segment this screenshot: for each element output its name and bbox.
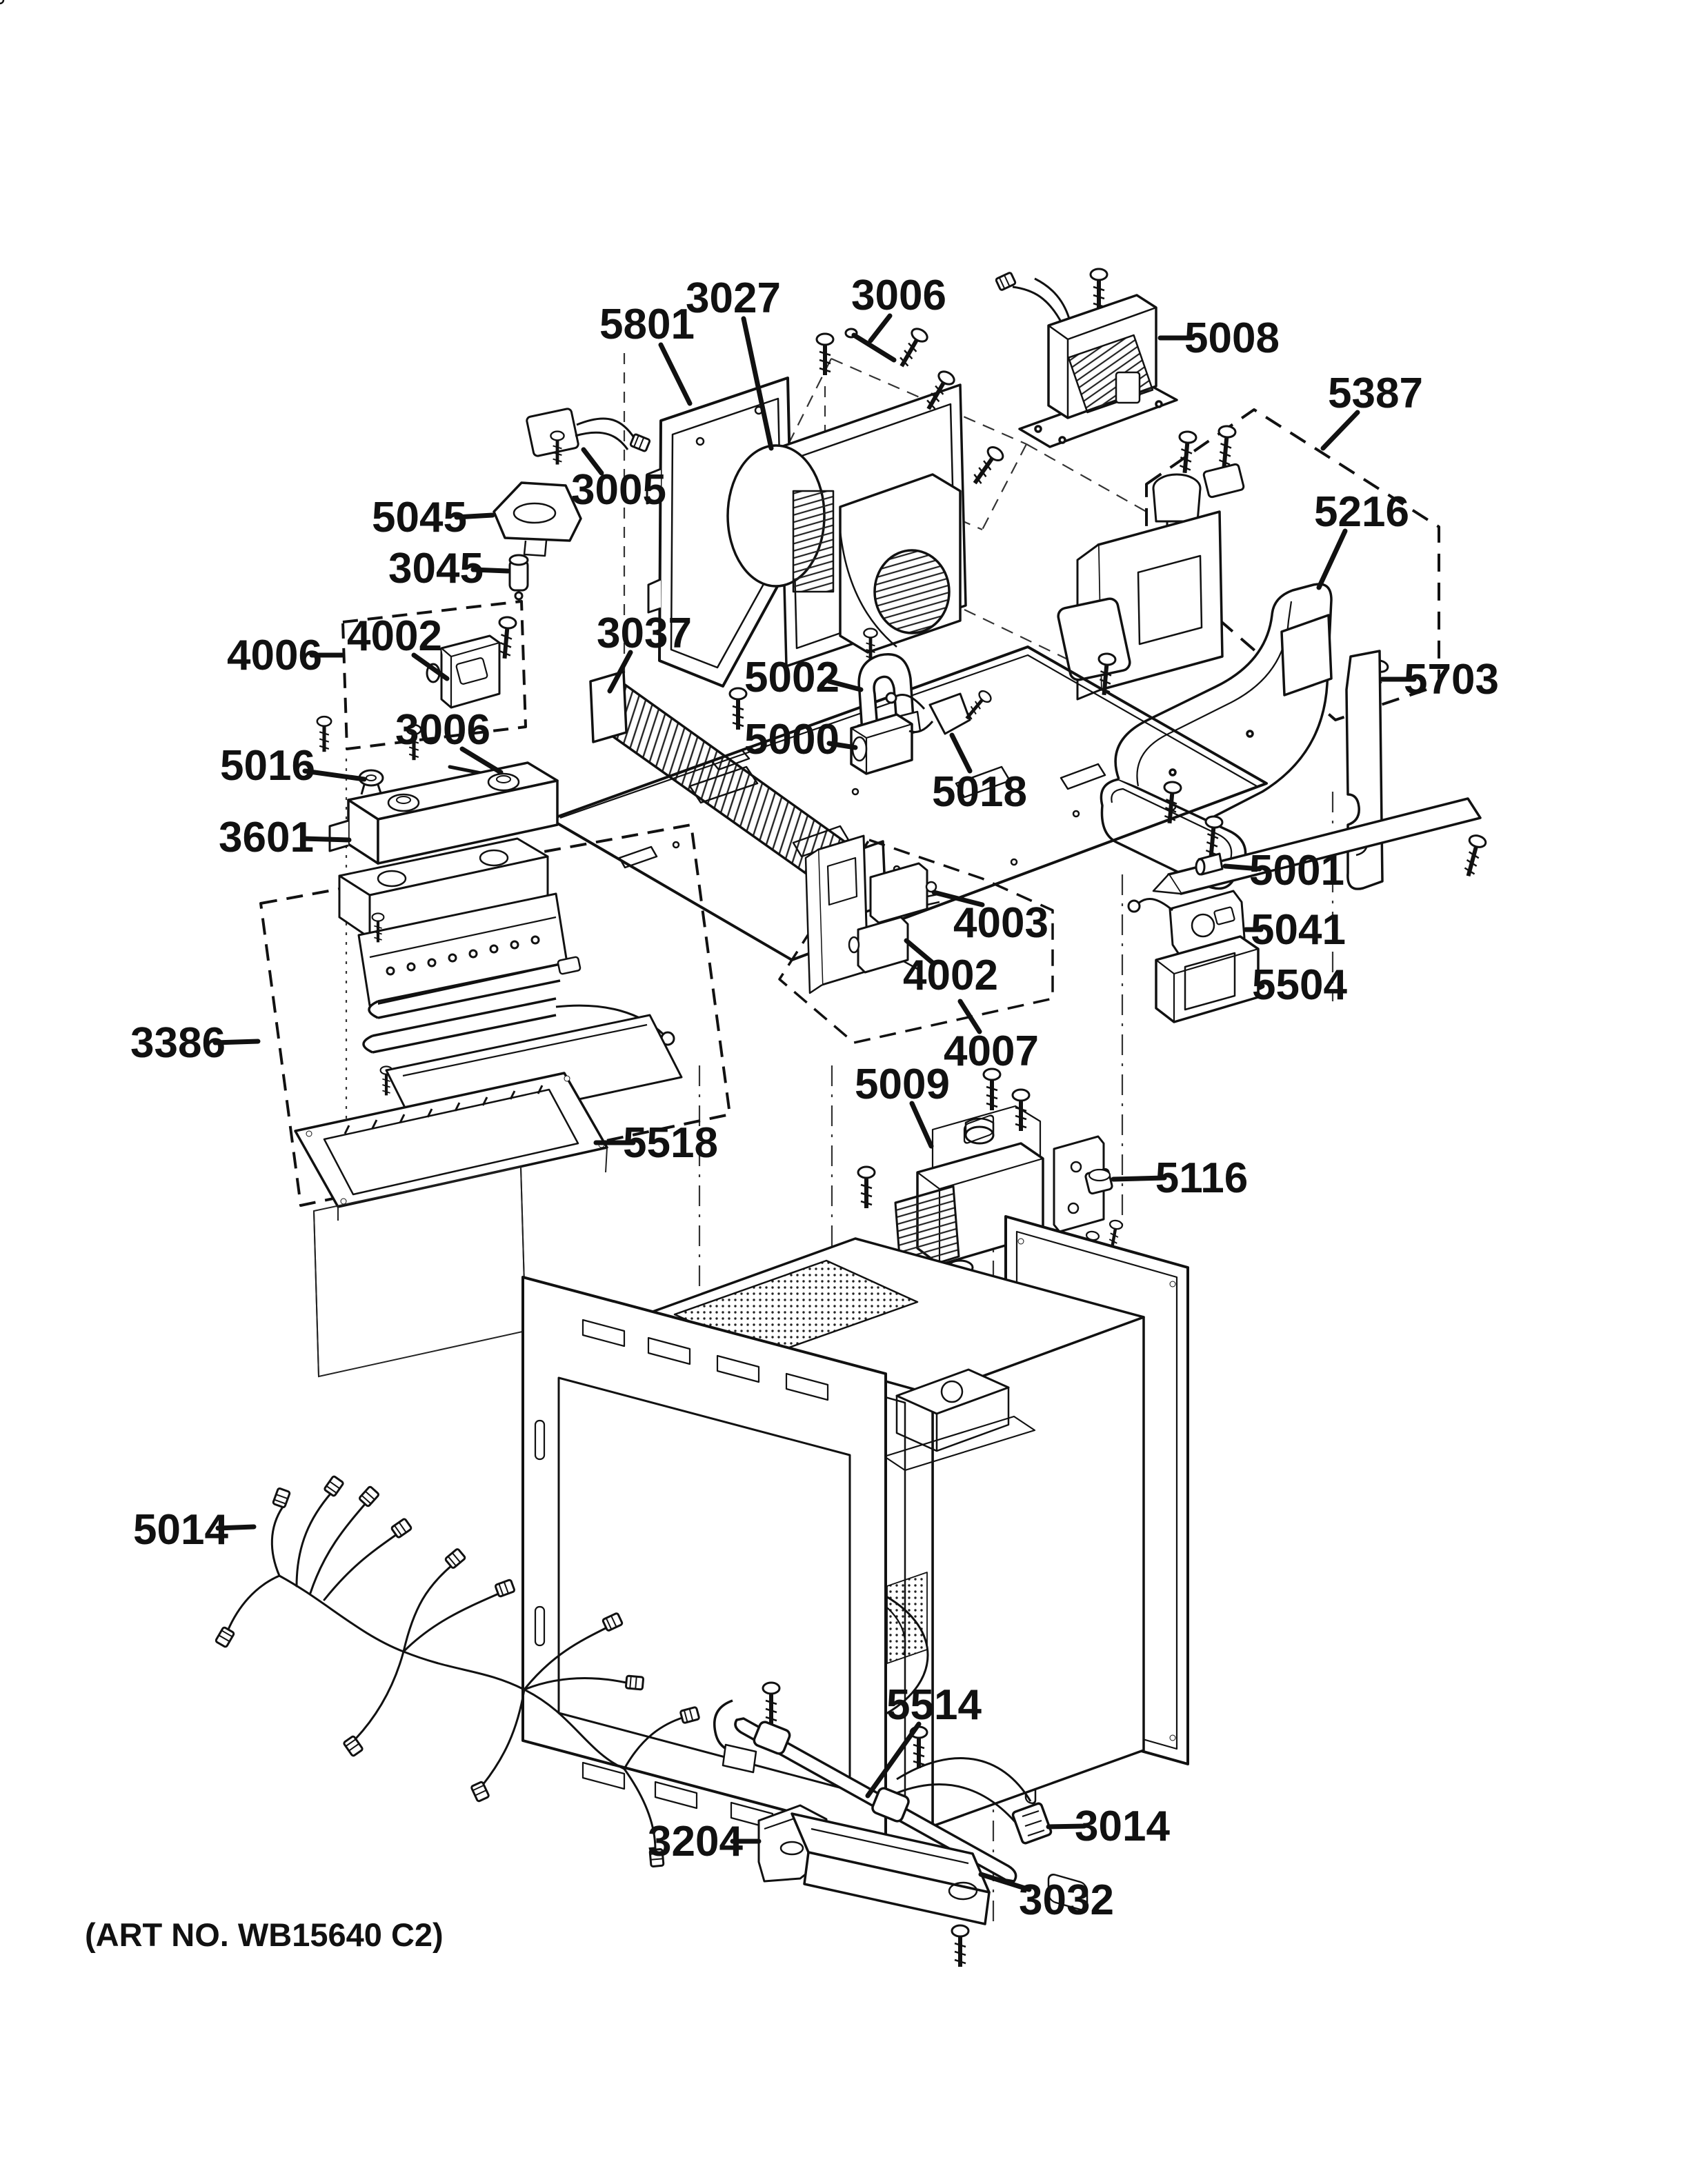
part-label-5045: 5045 [372, 494, 467, 541]
part-label-5018: 5018 [932, 768, 1027, 816]
part-label-5514: 5514 [886, 1681, 982, 1729]
part-label-3204: 3204 [648, 1818, 743, 1865]
part-label-5008: 5008 [1184, 314, 1280, 362]
part-label-5801: 5801 [599, 301, 695, 348]
part-label-3037: 3037 [597, 610, 692, 657]
part-label-5216: 5216 [1314, 488, 1409, 536]
part-label-5116: 5116 [1155, 1154, 1249, 1202]
part-label-4002-upper: 4002 [347, 612, 442, 660]
part-label-4007: 4007 [944, 1028, 1039, 1075]
part-label-3045: 3045 [388, 545, 484, 592]
part-label-5518: 5518 [623, 1119, 718, 1167]
part-label-5016: 5016 [220, 742, 315, 790]
part-label-5001: 5001 [1249, 847, 1344, 894]
part-label-3386: 3386 [130, 1019, 226, 1067]
part-label-3027: 3027 [686, 274, 781, 322]
part-label-5504: 5504 [1252, 961, 1347, 1009]
part-label-3006-mid: 3006 [395, 706, 490, 754]
part-label-4002-lower: 4002 [903, 952, 998, 999]
part-label-5000: 5000 [744, 716, 839, 763]
art-number: (ART NO. WB15640 C2) [85, 1916, 444, 1953]
part-label-3006-top: 3006 [851, 272, 946, 319]
part-label-4003: 4003 [953, 899, 1048, 947]
part-label-3601: 3601 [219, 814, 314, 861]
part-label-5014: 5014 [133, 1506, 228, 1554]
part-label-3014: 3014 [1075, 1803, 1170, 1850]
part-label-3032: 3032 [1019, 1876, 1114, 1924]
part-label-5703: 5703 [1404, 656, 1499, 703]
part-label-5041: 5041 [1251, 906, 1346, 954]
part-label-3005: 3005 [571, 466, 666, 514]
part-label-5387: 5387 [1328, 370, 1423, 417]
part-label-5002: 5002 [744, 654, 839, 701]
part-label-4006: 4006 [227, 632, 322, 679]
part-label-5009: 5009 [855, 1061, 950, 1108]
